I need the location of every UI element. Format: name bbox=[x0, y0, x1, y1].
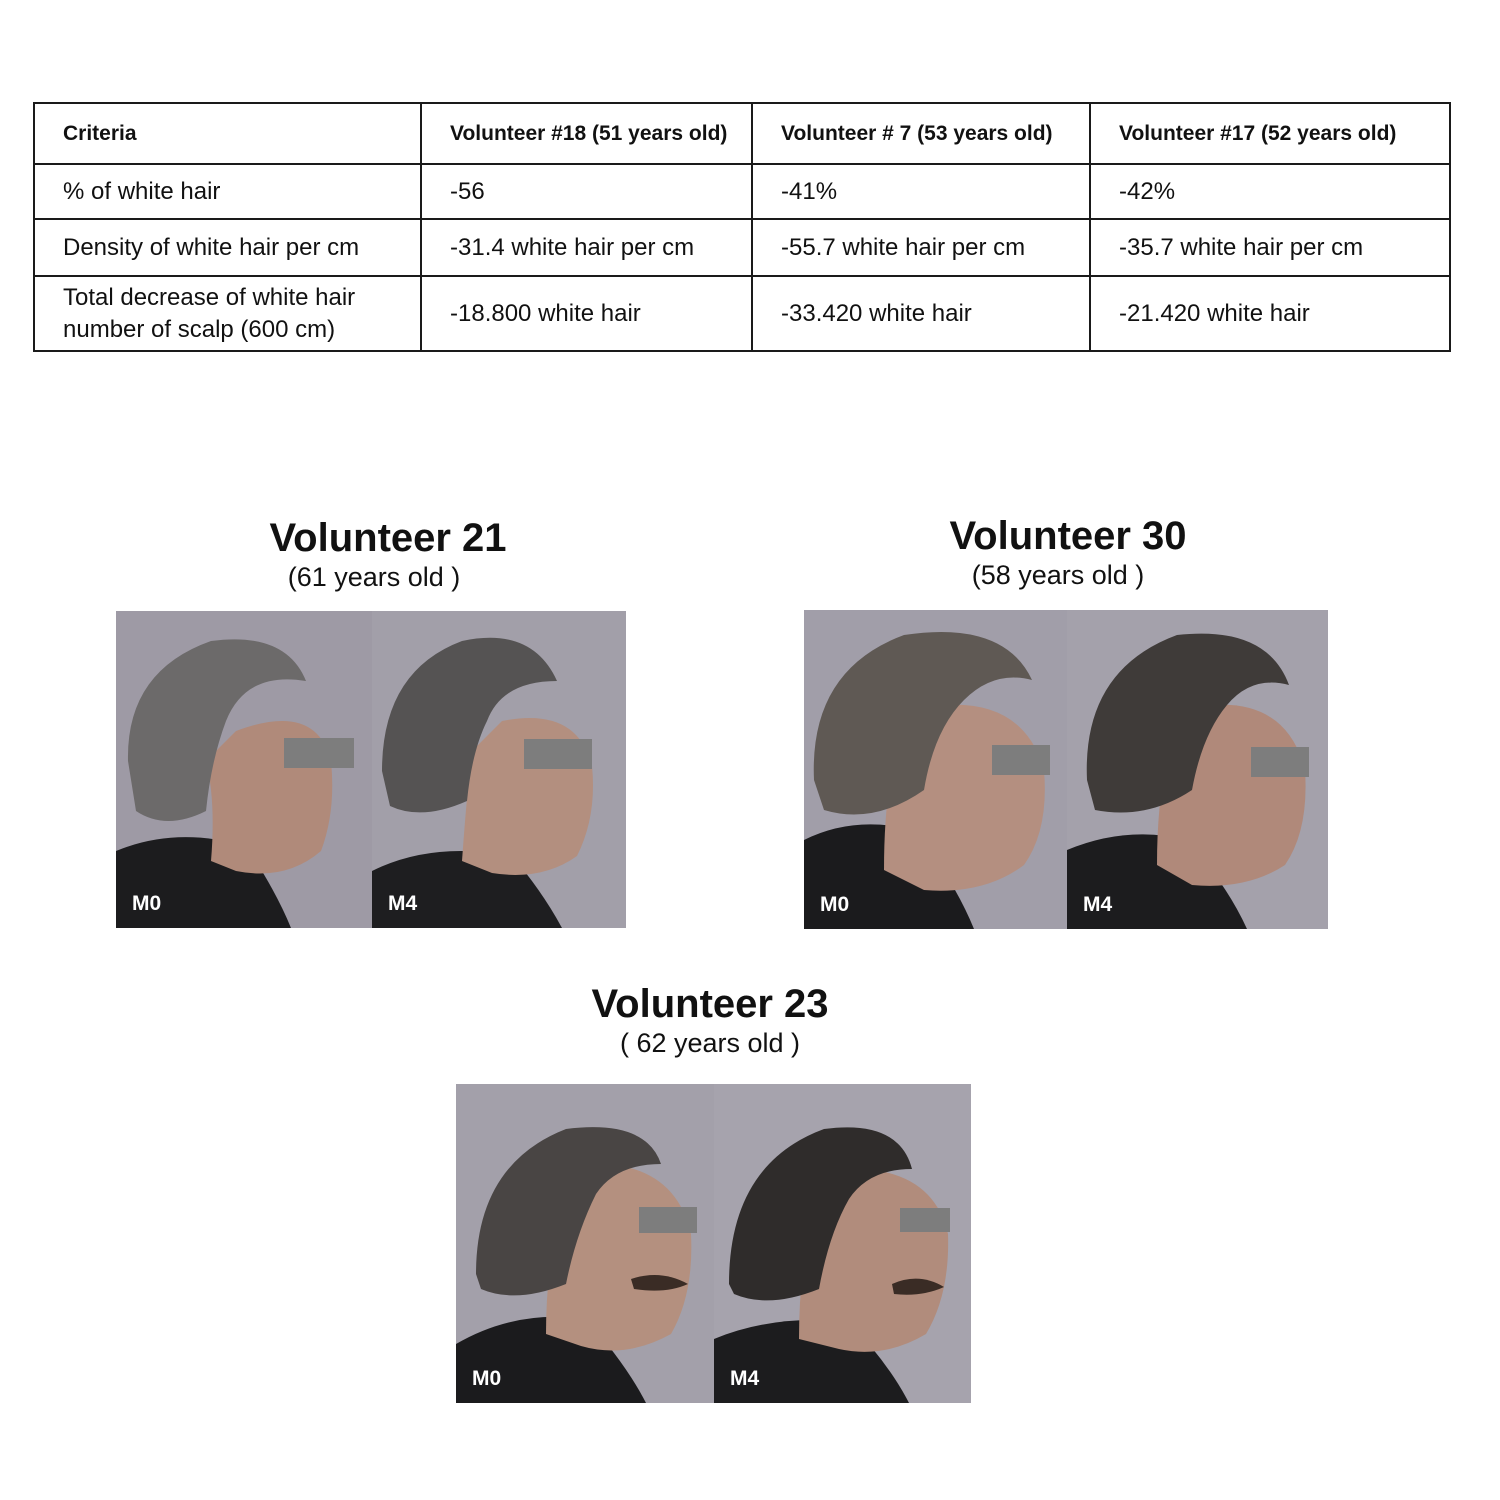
table-cell: -55.7 white hair per cm bbox=[752, 219, 1090, 276]
volunteer-30-title: Volunteer 30 bbox=[949, 514, 1187, 558]
results-table bbox=[33, 102, 1451, 352]
header-criteria: Criteria bbox=[34, 103, 421, 164]
profile-photo-image bbox=[804, 610, 1067, 929]
table-cell: -35.7 white hair per cm bbox=[1090, 219, 1450, 276]
profile-photo-image bbox=[116, 611, 372, 928]
header-volunteer-17: Volunteer #17 (52 years old) bbox=[1090, 103, 1450, 164]
photo-label-m4: M4 bbox=[388, 892, 418, 915]
profile-photo-image bbox=[456, 1084, 714, 1403]
profile-photo-image bbox=[372, 611, 626, 928]
header-volunteer-18: Volunteer #18 (51 years old) bbox=[421, 103, 752, 164]
table-cell: -42% bbox=[1090, 164, 1450, 219]
table-row bbox=[34, 164, 1450, 219]
profile-photo-image bbox=[1067, 610, 1328, 929]
photo-label-m4: M4 bbox=[1083, 893, 1113, 916]
volunteer-23-age: ( 62 years old ) bbox=[619, 1028, 801, 1058]
table-cell: -41% bbox=[752, 164, 1090, 219]
header-volunteer-7: Volunteer # 7 (53 years old) bbox=[752, 103, 1090, 164]
volunteer-21-photos bbox=[116, 611, 626, 928]
after-photo bbox=[714, 1084, 971, 1403]
table-header-row bbox=[34, 103, 1450, 164]
volunteer-30-age: (58 years old ) bbox=[971, 560, 1145, 590]
table-cell: -31.4 white hair per cm bbox=[421, 219, 752, 276]
table-row bbox=[34, 219, 1450, 276]
before-photo bbox=[456, 1084, 714, 1403]
profile-photo-image bbox=[714, 1084, 971, 1403]
table-row bbox=[34, 276, 1450, 351]
table-cell: -18.800 white hair bbox=[421, 276, 752, 351]
table-cell: -56 bbox=[421, 164, 752, 219]
photo-label-m0: M0 bbox=[132, 892, 162, 915]
volunteer-21-title: Volunteer 21 bbox=[269, 516, 507, 560]
table-cell: % of white hair bbox=[34, 164, 421, 219]
after-photo bbox=[372, 611, 626, 928]
before-photo bbox=[804, 610, 1067, 929]
volunteer-30-photos bbox=[804, 610, 1328, 929]
before-photo bbox=[116, 611, 372, 928]
table-cell: Total decrease of white hair number of scalp (600 cm) bbox=[34, 276, 421, 351]
table-cell: -21.420 white hair bbox=[1090, 276, 1450, 351]
volunteer-23-photos bbox=[456, 1084, 971, 1403]
photo-label-m4: M4 bbox=[730, 1367, 760, 1390]
volunteer-23-title: Volunteer 23 bbox=[591, 982, 829, 1026]
photo-label-m0: M0 bbox=[820, 893, 850, 916]
volunteer-21-age: (61 years old ) bbox=[287, 562, 461, 592]
photo-label-m0: M0 bbox=[472, 1367, 502, 1390]
table-cell: -33.420 white hair bbox=[752, 276, 1090, 351]
table-cell: Density of white hair per cm bbox=[34, 219, 421, 276]
after-photo bbox=[1067, 610, 1328, 929]
